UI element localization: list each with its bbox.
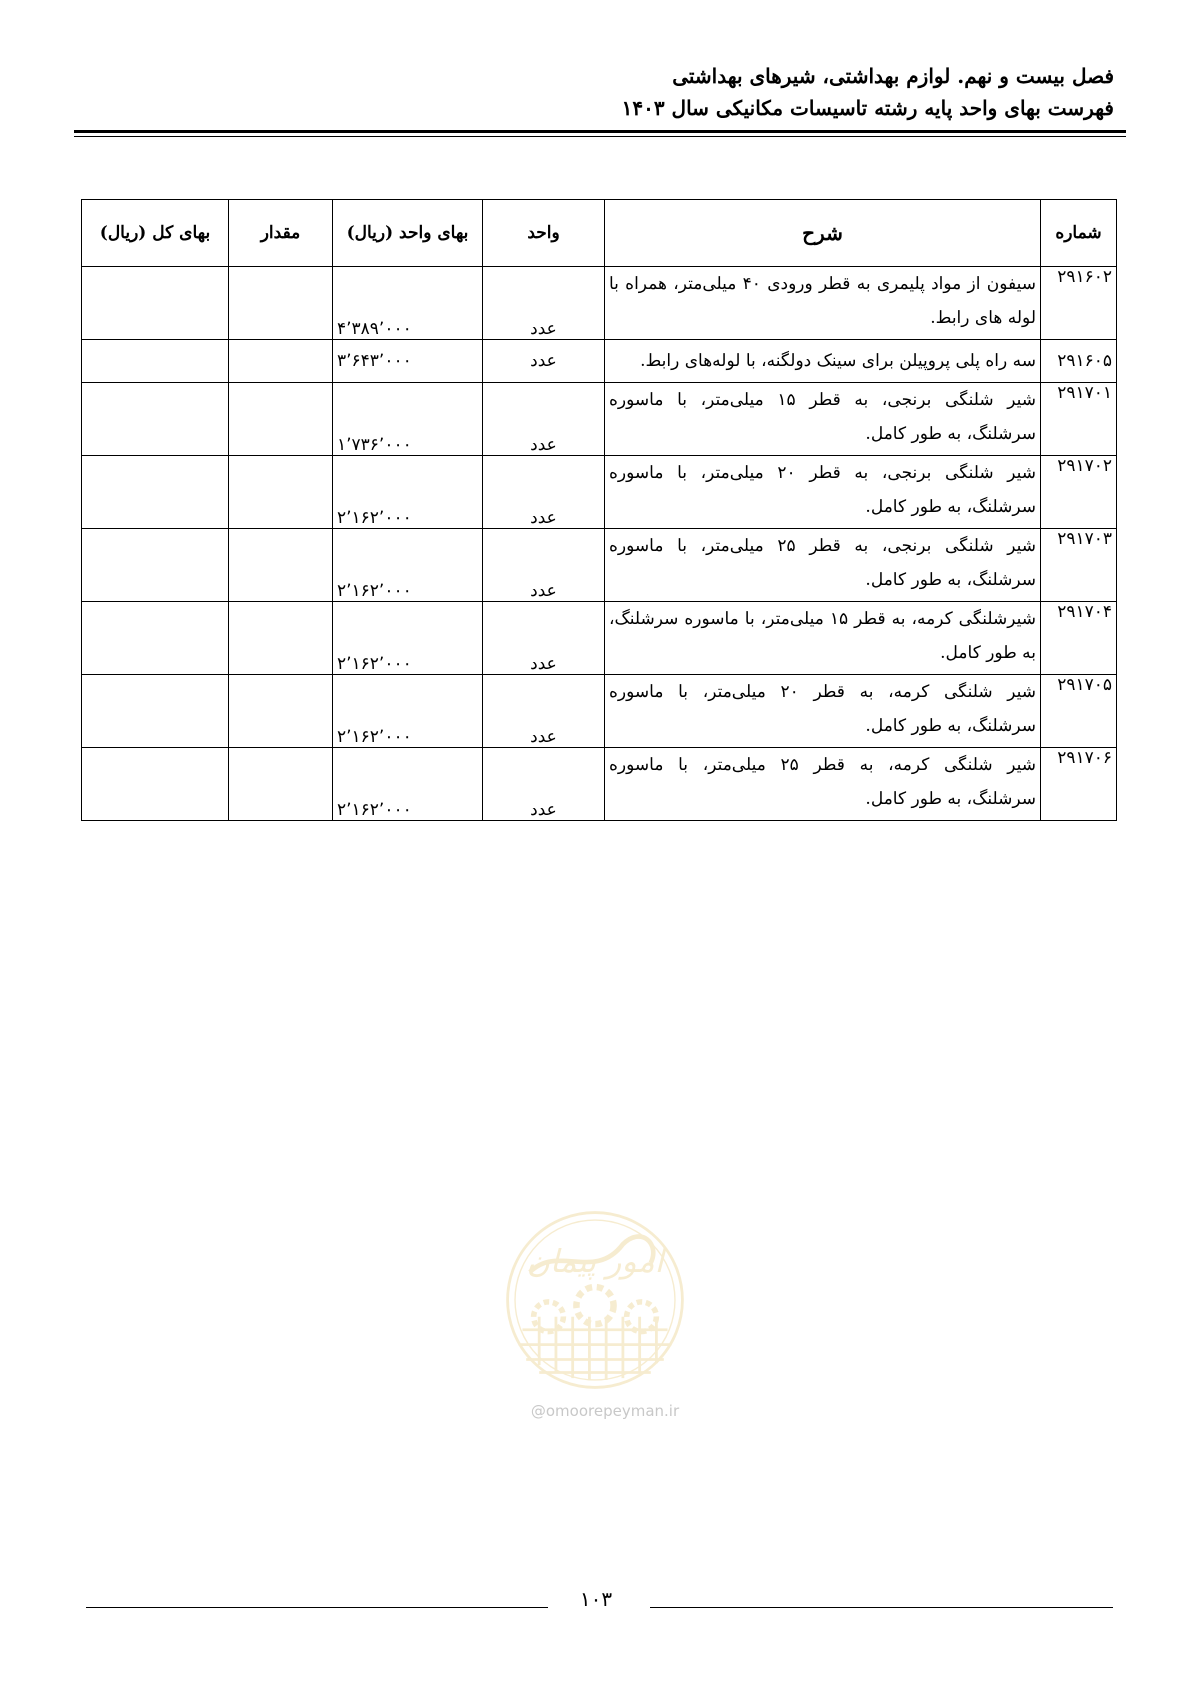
watermark-logo [502,1207,688,1393]
table-row [82,456,1117,529]
row-code: ۲۹۱۷۰۶ [1041,748,1117,821]
header-quantity: مقدار [229,200,333,267]
row-description: سه راه پلی پروپیلن برای سینک دولگنه، با لوله‌های رابط. [605,340,1041,383]
row-total-price [82,675,229,748]
row-total-price [82,267,229,340]
row-unit: عدد [483,748,605,821]
row-code: ۲۹۱۷۰۱ [1041,383,1117,456]
row-total-price [82,456,229,529]
footer-rule-right [650,1607,1113,1608]
row-description: شیر شلنگی برنجی، به قطر ۲۰ میلی‌متر، با ماسوره سرشلنگ، به طور کامل. [605,456,1041,529]
row-quantity [229,383,333,456]
row-code: ۲۹۱۶۰۵ [1041,340,1117,383]
table-row [82,748,1117,821]
header-description: شرح [605,200,1041,267]
price-table [81,199,1117,821]
header-total-price: بهای کل (ریال) [82,200,229,267]
row-quantity [229,602,333,675]
row-unit: عدد [483,267,605,340]
row-unit-price: ۲٬۱۶۲٬۰۰۰ [333,456,483,529]
table-row [82,675,1117,748]
table-row [82,267,1117,340]
table-row [82,529,1117,602]
chapter-title: فصل بیست و نهم. لوازم بهداشتی، شیرهای بهداشتی [672,64,1114,88]
row-unit-price: ۲٬۱۶۲٬۰۰۰ [333,602,483,675]
row-total-price [82,529,229,602]
row-code: ۲۹۱۷۰۲ [1041,456,1117,529]
row-quantity [229,267,333,340]
row-quantity [229,675,333,748]
row-code: ۲۹۱۷۰۳ [1041,529,1117,602]
table-row [82,602,1117,675]
row-description: شیرشلنگی کرمه، به قطر ۱۵ میلی‌متر، با ماسوره سرشلنگ، به طور کامل. [605,602,1041,675]
header-unit: واحد [483,200,605,267]
row-description: شیر شلنگی برنجی، به قطر ۱۵ میلی‌متر، با ماسوره سرشلنگ، به طور کامل. [605,383,1041,456]
row-code: ۲۹۱۶۰۲ [1041,267,1117,340]
table-row [82,340,1117,383]
row-quantity [229,529,333,602]
row-total-price [82,383,229,456]
document-title: فهرست بهای واحد پایه رشته تاسیسات مکانیکی سال ۱۴۰۳ [621,96,1114,120]
row-unit-price: ۲٬۱۶۲٬۰۰۰ [333,529,483,602]
row-quantity [229,340,333,383]
row-unit: عدد [483,529,605,602]
row-unit: عدد [483,456,605,529]
header-rule-thick [74,130,1126,133]
row-total-price [82,340,229,383]
row-unit-price: ۱٬۷۳۶٬۰۰۰ [333,383,483,456]
row-unit-price: ۳٬۶۴۳٬۰۰۰ [333,340,483,383]
row-description: سیفون از مواد پلیمری به قطر ورودی ۴۰ میلی‌متر، همراه با لوله های رابط. [605,267,1041,340]
watermark-logo-text: امور پیمان [526,1244,664,1281]
header-rule-thin [74,136,1126,137]
row-unit: عدد [483,340,605,383]
row-unit-price: ۲٬۱۶۲٬۰۰۰ [333,675,483,748]
row-unit: عدد [483,383,605,456]
footer-rule-left [86,1607,548,1608]
page-header [74,60,1114,124]
row-code: ۲۹۱۷۰۵ [1041,675,1117,748]
header-code: شماره [1041,200,1117,267]
row-quantity [229,748,333,821]
row-quantity [229,456,333,529]
row-code: ۲۹۱۷۰۴ [1041,602,1117,675]
table-row [82,383,1117,456]
row-unit: عدد [483,602,605,675]
table-header-row [82,200,1117,267]
row-unit-price: ۲٬۱۶۲٬۰۰۰ [333,748,483,821]
row-description: شیر شلنگی کرمه، به قطر ۲۵ میلی‌متر، با ماسوره سرشلنگ، به طور کامل. [605,748,1041,821]
row-description: شیر شلنگی کرمه، به قطر ۲۰ میلی‌متر، با ماسوره سرشلنگ، به طور کامل. [605,675,1041,748]
row-total-price [82,748,229,821]
row-unit-price: ۴٬۳۸۹٬۰۰۰ [333,267,483,340]
watermark-site: @omoorepeyman.ir [530,1402,680,1420]
row-total-price [82,602,229,675]
row-unit: عدد [483,675,605,748]
row-description: شیر شلنگی برنجی، به قطر ۲۵ میلی‌متر، با ماسوره سرشلنگ، به طور کامل. [605,529,1041,602]
header-unit-price: بهای واحد (ریال) [333,200,483,267]
page-number: ۱۰۳ [579,1587,613,1611]
